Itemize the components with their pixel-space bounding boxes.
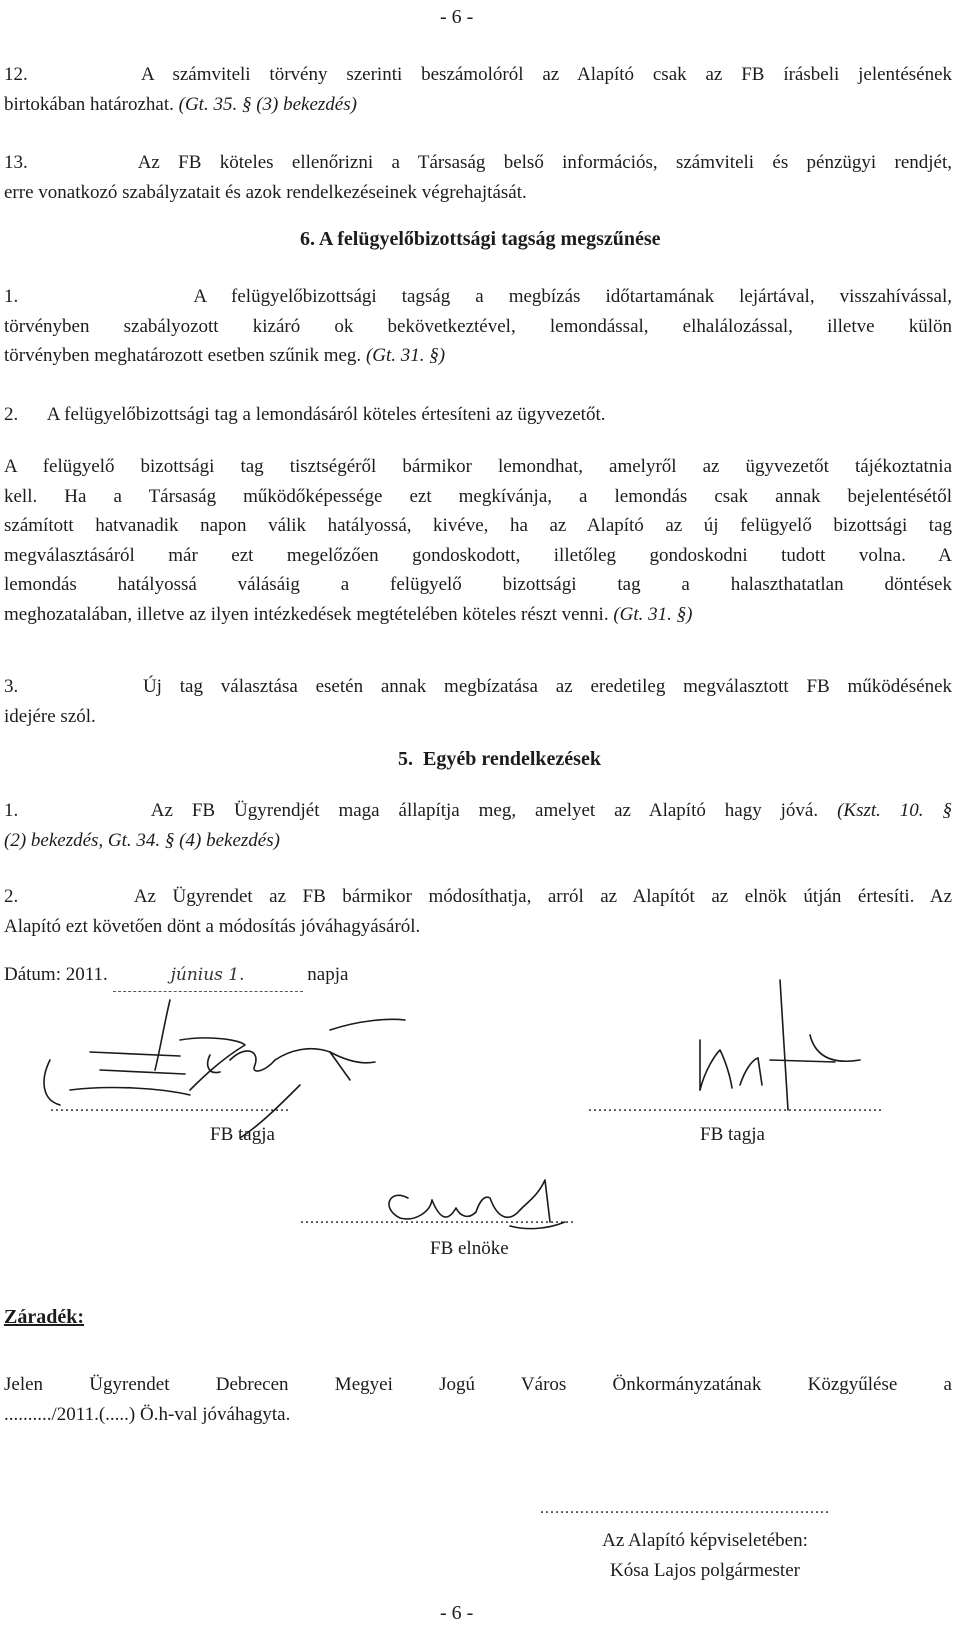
signature-line-center: ....................................................... <box>300 1210 575 1227</box>
paragraph-text: lemondás hatályossá válásáig a felügyelő bizottsági tag a halaszthatatlan döntések <box>4 574 952 595</box>
paragraph-text: Az FB Ügyrendjét maga állapítja meg, amelyet az Alapító hagy jóvá. <box>150 800 819 821</box>
paragraph-text: kell. Ha a Társaság működőképessége ezt megkívánja, a lemondás csak annak bejelentésétől <box>4 485 952 507</box>
signature-line-right: ........................................................... <box>588 1098 883 1115</box>
section-6-paragraph-3 <box>4 672 952 731</box>
item-number: 3. <box>4 676 19 697</box>
paragraph-text: törvényben szabályozott kizáró ok bekövetkeztével, lemondással, elhalálozással, illetve külön <box>4 315 952 337</box>
paragraph-text: törvényben meghatározott esetben szűnik meg. <box>4 345 362 366</box>
paragraph-text: birtokában határozhat. <box>4 93 174 115</box>
legal-reference: (2) bekezdés, Gt. 34. § (4) bekezdés) <box>4 829 280 851</box>
paragraph-text: ........../2011.(.....) Ö.h-val jóváhagyta. <box>4 1403 291 1425</box>
page-number-bottom: - 6 - <box>440 1602 474 1624</box>
item-number: 2. <box>4 404 19 425</box>
signatory-role: Az Alapító képviseletében: <box>602 1530 808 1551</box>
paragraph-text: erre vonatkozó szabályzatait és azok rendelkezéseinek végrehajtását. <box>4 181 527 203</box>
section-6-paragraph-2b <box>4 452 952 629</box>
section-5-paragraph-2 <box>4 882 952 941</box>
date-suffix: napja <box>307 964 349 985</box>
alapito-signature-line: .......................................................... <box>540 1500 830 1517</box>
page-number-top: - 6 - <box>440 6 474 28</box>
date-handwritten: június 1. <box>113 961 303 992</box>
paragraph-text: A felügyelőbizottsági tag a lemondásáról köteles értesíteni az ügyvezetőt. <box>46 404 606 425</box>
zaradek-paragraph <box>4 1370 952 1429</box>
section-number: 5. <box>398 748 413 770</box>
date-label: Dátum: 2011. <box>4 964 108 985</box>
section-5-paragraph-1 <box>4 796 952 855</box>
paragraph-text: Az Ügyrendet az FB bármikor módosíthatja, arról az Alapítót az elnök útján értesíti. Az <box>133 886 952 907</box>
paragraph-13 <box>4 148 952 207</box>
signature-label-right: FB tagja <box>700 1124 765 1145</box>
section-6-paragraph-1 <box>4 282 952 371</box>
section-5-title <box>398 748 798 771</box>
signature-left <box>30 990 410 1140</box>
paragraph-text: Új tag választása esetén annak megbízatása az eredetileg megválasztott FB működésének <box>142 676 953 697</box>
legal-reference: (Gt. 31. §) <box>365 345 446 366</box>
alapito-signature-label <box>560 1526 850 1586</box>
legal-reference: (Kszt. 10. § <box>837 800 952 821</box>
paragraph-text: megválasztásáról már ezt megelőzően gondoskodott, illetőleg gondoskodni tudott volna. A <box>4 544 952 566</box>
signature-line-left: ................................................ <box>50 1098 290 1115</box>
paragraph-12 <box>4 60 952 119</box>
paragraph-text: A felügyelő bizottsági tag tisztségéről bármikor lemondhat, amelyről az ügyvezetőt tájékoztatnia <box>4 456 952 477</box>
item-number: 1. <box>4 800 19 821</box>
legal-reference: (Gt. 31. §) <box>613 603 693 625</box>
item-number: 12. <box>4 64 28 85</box>
paragraph-text: Jelen Ügyrendet Debrecen Megyei Jogú Város Önkormányzatának Közgyűlése a <box>4 1374 952 1395</box>
paragraph-text: idejére szól. <box>4 705 96 727</box>
legal-reference: (Gt. 35. § (3) bekezdés) <box>178 93 357 115</box>
section-6-paragraph-2 <box>4 400 952 430</box>
date-line <box>4 960 504 992</box>
paragraph-text: Alapító ezt követően dönt a módosítás jóváhagyásáról. <box>4 915 421 937</box>
signatory-name: Kósa Lajos polgármester <box>610 1560 800 1581</box>
paragraph-text: A felügyelőbizottsági tagság a megbízás időtartamának lejártával, visszahívással, <box>193 286 952 307</box>
section-title-text: Egyéb rendelkezések <box>423 748 601 770</box>
item-number: 1. <box>4 286 19 307</box>
paragraph-text: meghozatalában, illetve az ilyen intézkedések megtételében köteles részt venni. <box>4 603 609 625</box>
item-number: 13. <box>4 152 28 173</box>
signature-label-center: FB elnöke <box>430 1238 509 1259</box>
signature-center <box>360 1160 590 1240</box>
zaradek-heading: Záradék: <box>4 1306 84 1328</box>
paragraph-text: Az FB köteles ellenőrizni a Társaság belső információs, számviteli és pénzügyi rendjét, <box>137 152 953 173</box>
section-6-title: 6. A felügyelőbizottsági tagság megszűnése <box>300 228 661 250</box>
signature-label-left: FB tagja <box>210 1124 275 1145</box>
paragraph-text: számított hatvanadik napon válik hatályossá, kivéve, ha az Alapító az új felügyelő bizottsági tag <box>4 515 952 536</box>
paragraph-text: A számviteli törvény szerinti beszámolóról az Alapító csak az FB írásbeli jelentésének <box>140 64 953 85</box>
item-number: 2. <box>4 886 19 907</box>
